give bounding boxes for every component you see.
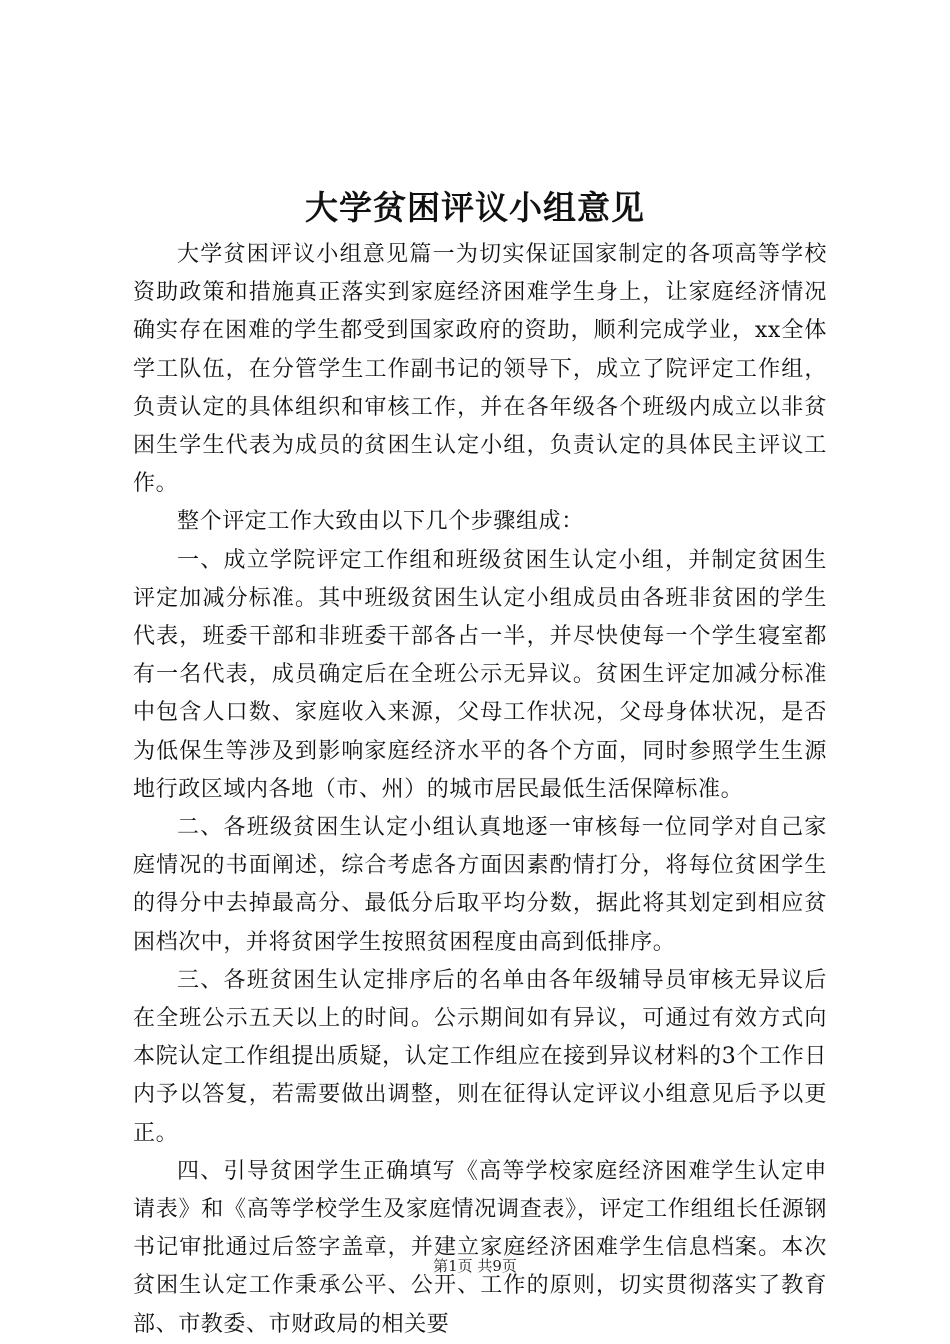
document-body [133,236,827,1344]
paragraph-step-2: 二、各班级贫困生认定小组认真地逐一审核每一位同学对自己家庭情况的书面阐述，综合考虑各方面因素酌情打分，将每位贫困学生的得分中去掉最高分、最低分后取平均分数，据此将其划定到相应贫困档次中，并将贫困学生按照贫困程度由高到低排序。 [133,815,827,955]
page-number-footer: 第1页 共9页 [433,1257,517,1275]
paragraph-step-1: 一、成立学院评定工作组和班级贫困生认定小组，并制定贫困生评定加减分标准。其中班级贫困生认定小组成员由各班非贫困的学生代表，班委干部和非班委干部各占一半，并尽快使每一个学生寝室都有一名代表，成员确定后在全班公示无异议。贫困生评定加减分标准中包含人口数、家庭收入来源，父母工作状况，父母身体状况，是否为低保生等涉及到影响家庭经济水平的各个方面，同时参照学生生源地行政区域内各地（市、州）的城市居民最低生活保障标准。 [133,547,827,802]
document-title: 大学贫困评议小组意见 [305,188,645,227]
paragraph-step-4: 四、引导贫困学生正确填写《高等学校家庭经济困难学生认定申请表》和《高等学校学生及家庭情况调查表》，评定工作组组长任源钢书记审批通过后签字盖章，并建立家庭经济困难学生信息档案。本次贫困生认定工作秉承公平、公开、工作的原则，切实贯彻落实了教育部、市教委、市财政局的相关要 [133,1158,827,1337]
paragraph-intro: 大学贫困评议小组意见篇一为切实保证国家制定的各项高等学校资助政策和措施真正落实到家庭经济困难学生身上，让家庭经济情况确实存在困难的学生都受到国家政府的资助，顺利完成学业，xx全体学工队伍，在分管学生工作副书记的领导下，成立了院评定工作组，负责认定的具体组织和审核工作，并在各年级各个班级内成立以非贫困生学生代表为成员的贫困生认定小组，负责认定的具体民主评议工作。 [133,242,827,497]
paragraph-step-3: 三、各班贫困生认定排序后的名单由各年级辅导员审核无异议后在全班公示五天以上的时间。公示期间如有异议，可通过有效方式向本院认定工作组提出质疑，认定工作组应在接到异议材料的3个工作日内予以答复，若需要做出调整，则在征得认定评议小组意见后予以更正。 [133,967,827,1146]
paragraph-steps-intro: 整个评定工作大致由以下几个步骤组成： [177,509,584,535]
